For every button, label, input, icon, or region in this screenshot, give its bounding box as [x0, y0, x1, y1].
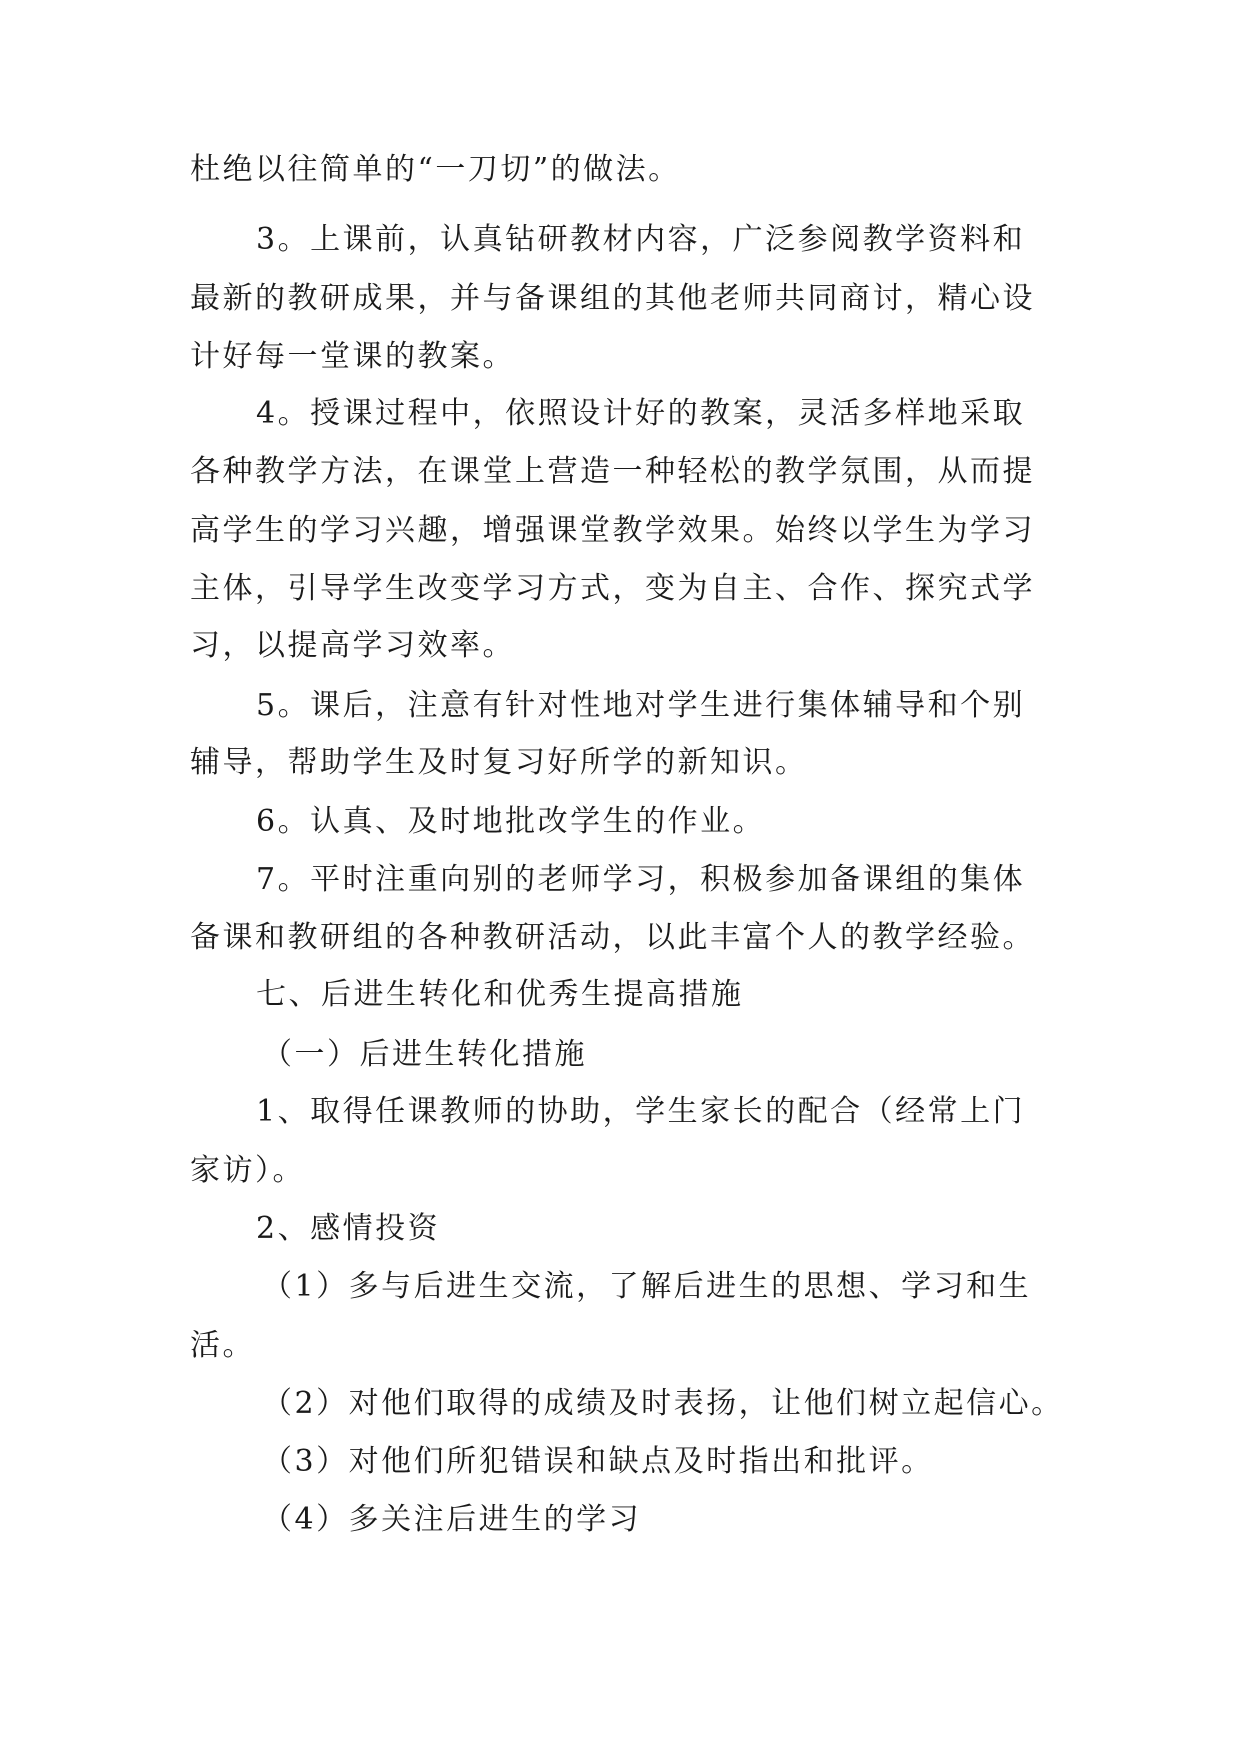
text-line: 习，以提高学习效率。 — [190, 628, 515, 663]
text-line: 杜绝以往简单的“一刀切”的做法。 — [190, 152, 681, 187]
text-line: 7。平时注重向别的老师学习，积极参加备课组的集体 — [256, 862, 1026, 897]
text-line: 备课和教研组的各种教研活动，以此丰富个人的教学经验。 — [190, 920, 1035, 955]
text-line: 各种教学方法，在课堂上营造一种轻松的教学氛围，从而提 — [190, 454, 1035, 489]
text-line: 1、取得任课教师的协助，学生家长的配合（经常上门 — [256, 1094, 1026, 1129]
text-line: 计好每一堂课的教案。 — [190, 339, 515, 374]
text-line: 高学生的学习兴趣，增强课堂教学效果。始终以学生为学习 — [190, 513, 1035, 548]
text-line: （4）多关注后进生的学习 — [262, 1502, 642, 1537]
text-line: 主体，引导学生改变学习方式，变为自主、合作、探究式学 — [190, 571, 1035, 606]
text-line: 4。授课过程中，依照设计好的教案，灵活多样地采取 — [256, 396, 1026, 431]
text-line: 辅导，帮助学生及时复习好所学的新知识。 — [190, 745, 808, 780]
text-line: 最新的教研成果，并与备课组的其他老师共同商讨，精心设 — [190, 281, 1035, 316]
text-line: （2）对他们取得的成绩及时表扬，让他们树立起信心。 — [262, 1386, 1064, 1421]
text-line: 3。上课前，认真钻研教材内容，广泛参阅教学资料和 — [256, 222, 1026, 257]
subsection-heading: （一）后进生转化措施 — [262, 1037, 587, 1072]
text-line: （1）多与后进生交流，了解后进生的思想、学习和生 — [262, 1269, 1032, 1304]
section-heading: 七、后进生转化和优秀生提高措施 — [256, 977, 744, 1012]
text-line: （3）对他们所犯错误和缺点及时指出和批评。 — [262, 1444, 934, 1479]
text-line: 活。 — [190, 1328, 255, 1363]
text-line: 6。认真、及时地批改学生的作业。 — [256, 804, 766, 839]
text-line: 5。课后，注意有针对性地对学生进行集体辅导和个别 — [256, 688, 1026, 723]
text-line: 2、感情投资 — [256, 1211, 441, 1246]
text-line: 家访）。 — [190, 1153, 305, 1188]
